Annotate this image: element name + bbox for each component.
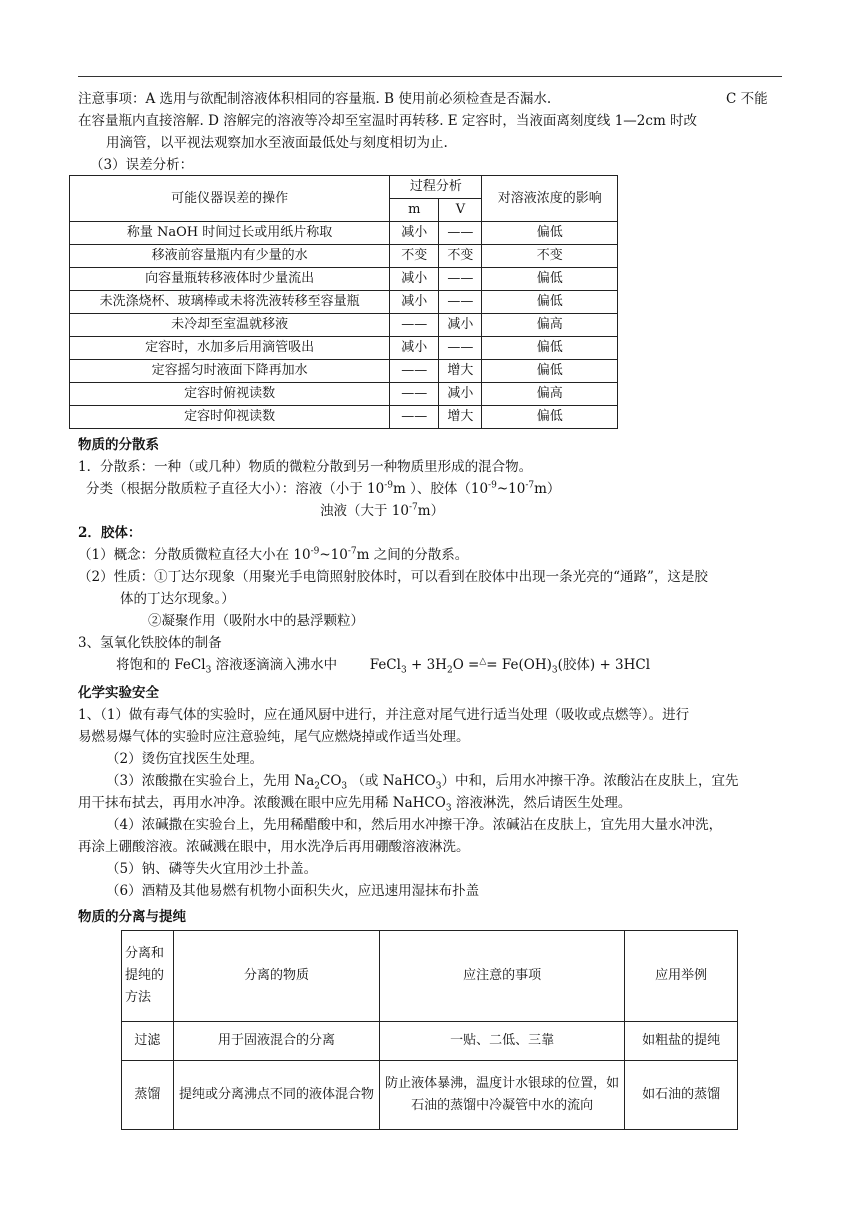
col-effect: 对溶液浓度的影响 [482, 176, 618, 222]
dispersion-suspension: 浊液（大于 $10^{-7}m$） [320, 502, 445, 519]
col-process: 过程分析 [390, 176, 482, 199]
col-notes: 应注意的事项 [380, 931, 625, 1022]
safety-item-6: （6）酒精及其他易燃有机物小面积失火，应迅速用湿抹布扑盖 [106, 883, 480, 899]
dispersion-section [78, 434, 782, 676]
col-v: V [439, 199, 482, 222]
safety-item-4: （4）浓碱撒在实验台上，先用稀醋酸中和，然后用水冲擦干净。浓碱沾在皮肤上，宜先用大量水冲洗， [106, 817, 723, 833]
table-row: 未冷却至室温就移液 —— 减小 偏高 [70, 314, 618, 337]
safety-item-3: （3）浓酸撒在实验台上，先用 $Na_2CO_3$ （或 NaHCO$_3$）中和，后用水冲擦干净。浓酸沾在皮肤上，宜先 [106, 773, 739, 792]
table-row: 定容时，水加多后用滴管吸出 减小 —— 偏低 [70, 337, 618, 360]
col-m: m [390, 199, 439, 222]
colloid-concept: （1）概念：分散质微粒直径大小在 $10^{-9}\sim 10^{-7}m$ 之间的分散系。 [78, 546, 469, 563]
colloid-property-1-cont: 体的丁达尔现象。） [120, 591, 235, 607]
error-analysis-label: （3）误差分析： [90, 157, 194, 173]
section-heading: 物质的分离与提纯 [78, 909, 186, 925]
header-rule [78, 76, 782, 77]
section-heading: 物质的分散系 [78, 437, 159, 453]
colloid-property-2: ②凝聚作用（吸附水中的悬浮颗粒） [148, 613, 364, 629]
table-row: 称量 NaOH 时间过长或用纸片称取 减小 —— 偏低 [70, 222, 618, 245]
safety-section [78, 682, 782, 902]
notes-block [78, 88, 782, 176]
table-row: 蒸馏 提纯或分离沸点不同的液体混合物 防止液体暴沸，温度计水银球的位置，如石油的蒸馏中冷凝管中水的流向 如石油的蒸馏 [122, 1061, 738, 1130]
safety-item-2: （2）烫伤宜找医生处理。 [106, 751, 264, 767]
safety-item-4-cont: 再涂上硼酸溶液。浓碱溅在眼中，用水洗净后再用硼酸溶液淋洗。 [78, 839, 470, 855]
col-method: 分离和提纯的方法 [122, 931, 174, 1022]
colloid-property-1: （2）性质：①丁达尔现象（用聚光手电筒照射胶体时，可以看到在胶体中出现一条光亮的“通路”，这是胶 [78, 569, 708, 585]
table-row: 未洗涤烧杯、玻璃棒或未将洗液转移至容量瓶 减小 —— 偏低 [70, 291, 618, 314]
prep-equation: 将饱和的 FeCl$_3$ 溶液逐滴滴入沸水中 FeCl$_3$ + $3H_2O =^\triangle= Fe(OH)_3$(胶体) + 3HCl [116, 656, 651, 676]
separation-section [78, 906, 782, 928]
table-row: 向容量瓶转移液体时少量流出 减小 —— 偏低 [70, 268, 618, 291]
prep-heading: 3、氢氧化铁胶体的制备 [78, 635, 222, 651]
notes-line-1: 注意事项：A 选用与欲配制溶液体积相同的容量瓶. B 使用前必须检查是否漏水. C 不能 [78, 91, 768, 107]
dispersion-def: 1．分散系：一种（或几种）物质的微粒分散到另一种物质里形成的混合物。 [78, 459, 533, 475]
notes-line-3: 用滴管，以平视法观察加水至液面最低处与刻度相切为止. [106, 135, 448, 151]
table-row: 过滤 用于固液混合的分离 一贴、二低、三靠 如粗盐的提纯 [122, 1022, 738, 1061]
error-analysis-table [69, 175, 618, 429]
table-header-row [122, 931, 738, 1022]
table-row: 定容时俯视读数 —— 减小 偏高 [70, 383, 618, 406]
table-row: 移液前容量瓶内有少量的水 不变 不变 不变 [70, 245, 618, 268]
notes-line-2: 在容量瓶内直接溶解. D 溶解完的溶液等冷却至室温时再转移. E 定容时，当液面离刻度线 1—2cm 时改 [78, 113, 698, 129]
col-operation: 可能仪器误差的操作 [70, 176, 390, 222]
table-row: 定容摇匀时液面下降再加水 —— 增大 偏低 [70, 360, 618, 383]
safety-item-5: （5）钠、磷等失火宜用沙土扑盖。 [106, 861, 318, 877]
safety-item-1: 1、（1）做有毒气体的实验时，应在通风厨中进行，并注意对尾气进行适当处理（吸收或点燃等）。进行 [78, 707, 690, 723]
table-row: 定容时仰视读数 —— 增大 偏低 [70, 406, 618, 429]
col-example: 应用举例 [625, 931, 738, 1022]
safety-item-1-cont: 易燃易爆气体的实验时应注意验纯，尾气应燃烧掉或作适当处理。 [78, 729, 470, 745]
section-heading: 化学实验安全 [78, 685, 159, 701]
safety-item-3-cont: 用干抹布拭去，再用水冲净。浓酸溅在眼中应先用稀 NaHCO$_3$ 溶液淋洗，然后请医生处理。 [78, 795, 632, 814]
dispersion-classification: 分类（根据分散质粒子直径大小）：溶液（小于 $10^{-9}m$ ）、胶体$(10^{-9}\sim 10^{-7}m)$ [86, 480, 561, 497]
col-substance: 分离的物质 [173, 931, 379, 1022]
table-header-row [70, 176, 618, 199]
separation-table [121, 930, 738, 1130]
colloid-heading: 2．胶体： [78, 525, 142, 541]
